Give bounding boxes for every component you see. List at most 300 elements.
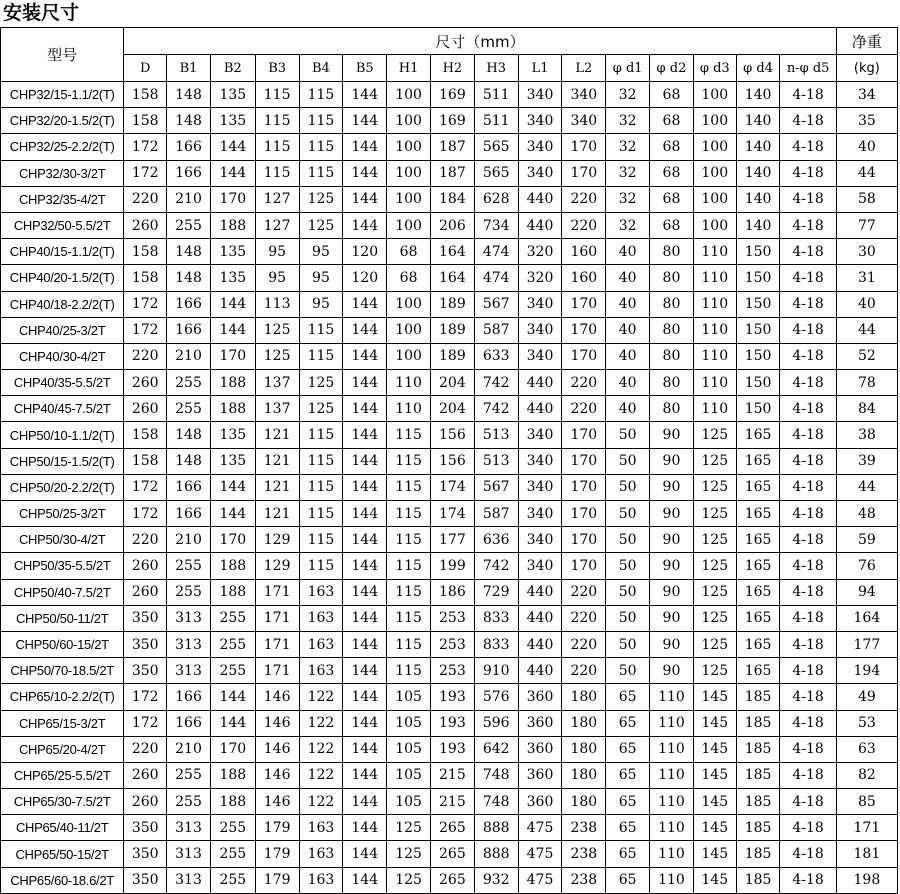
- value-cell: 80: [650, 370, 694, 396]
- value-cell: 188: [210, 762, 255, 788]
- value-cell: 260: [124, 212, 167, 238]
- model-cell: CHP32/30-3/2T: [1, 160, 124, 186]
- value-cell: 4-18: [780, 160, 836, 186]
- value-cell: 30: [836, 239, 897, 265]
- value-cell: 35: [836, 108, 897, 134]
- value-cell: 185: [736, 710, 780, 736]
- value-cell: 65: [606, 736, 650, 762]
- value-cell: 110: [693, 239, 736, 265]
- value-cell: 125: [299, 186, 343, 212]
- column-header: B5: [343, 55, 387, 82]
- value-cell: 177: [430, 527, 474, 553]
- value-cell: 198: [836, 867, 897, 893]
- value-cell: 220: [124, 343, 167, 369]
- value-cell: 255: [210, 658, 255, 684]
- value-cell: 125: [255, 317, 299, 343]
- value-cell: 115: [299, 527, 343, 553]
- value-cell: 122: [299, 762, 343, 788]
- value-cell: 115: [255, 108, 299, 134]
- value-cell: 85: [836, 789, 897, 815]
- value-cell: 4-18: [780, 108, 836, 134]
- value-cell: 189: [430, 317, 474, 343]
- value-cell: 265: [430, 841, 474, 867]
- value-cell: 440: [518, 658, 562, 684]
- model-cell: CHP50/40-7.5/2T: [1, 579, 124, 605]
- value-cell: 145: [693, 867, 736, 893]
- model-cell: CHP40/45-7.5/2T: [1, 396, 124, 422]
- value-cell: 90: [650, 631, 694, 657]
- value-cell: 146: [255, 736, 299, 762]
- model-cell: CHP65/50-15/2T: [1, 841, 124, 867]
- model-cell: CHP40/30-4/2T: [1, 343, 124, 369]
- value-cell: 172: [124, 710, 167, 736]
- value-cell: 171: [255, 579, 299, 605]
- value-cell: 177: [836, 631, 897, 657]
- value-cell: 105: [387, 736, 431, 762]
- value-cell: 440: [518, 579, 562, 605]
- value-cell: 144: [343, 370, 387, 396]
- value-cell: 115: [255, 160, 299, 186]
- value-cell: 100: [387, 212, 431, 238]
- value-cell: 65: [606, 789, 650, 815]
- table-row: [1, 710, 898, 736]
- value-cell: 110: [693, 291, 736, 317]
- value-cell: 158: [124, 239, 167, 265]
- value-cell: 127: [255, 186, 299, 212]
- value-cell: 170: [210, 186, 255, 212]
- value-cell: 125: [299, 370, 343, 396]
- value-cell: 44: [836, 317, 897, 343]
- value-cell: 166: [167, 291, 211, 317]
- value-cell: 748: [474, 789, 518, 815]
- value-cell: 115: [299, 553, 343, 579]
- value-cell: 833: [474, 605, 518, 631]
- column-header: B2: [210, 55, 255, 82]
- value-cell: 100: [387, 343, 431, 369]
- value-cell: 238: [562, 815, 606, 841]
- value-cell: 567: [474, 474, 518, 500]
- value-cell: 170: [562, 553, 606, 579]
- value-cell: 340: [518, 317, 562, 343]
- value-cell: 135: [210, 265, 255, 291]
- value-cell: 340: [518, 343, 562, 369]
- value-cell: 565: [474, 134, 518, 160]
- model-cell: CHP40/18-2.2/2(T): [1, 291, 124, 317]
- value-cell: 163: [299, 605, 343, 631]
- model-header: 型号: [1, 28, 124, 82]
- value-cell: 115: [299, 317, 343, 343]
- value-cell: 734: [474, 212, 518, 238]
- value-cell: 125: [387, 841, 431, 867]
- value-cell: 587: [474, 501, 518, 527]
- value-cell: 144: [343, 815, 387, 841]
- value-cell: 115: [299, 82, 343, 108]
- value-cell: 40: [606, 317, 650, 343]
- value-cell: 164: [430, 265, 474, 291]
- table-row: [1, 789, 898, 815]
- model-cell: CHP50/25-3/2T: [1, 501, 124, 527]
- value-cell: 171: [836, 815, 897, 841]
- value-cell: 910: [474, 658, 518, 684]
- value-cell: 170: [562, 291, 606, 317]
- value-cell: 255: [210, 631, 255, 657]
- value-cell: 144: [343, 658, 387, 684]
- value-cell: 932: [474, 867, 518, 893]
- column-header: B1: [167, 55, 211, 82]
- value-cell: 4-18: [780, 841, 836, 867]
- value-cell: 165: [736, 553, 780, 579]
- value-cell: 50: [606, 579, 650, 605]
- value-cell: 144: [343, 212, 387, 238]
- table-row: [1, 108, 898, 134]
- value-cell: 4-18: [780, 789, 836, 815]
- model-cell: CHP65/20-4/2T: [1, 736, 124, 762]
- value-cell: 78: [836, 370, 897, 396]
- value-cell: 121: [255, 422, 299, 448]
- value-cell: 84: [836, 396, 897, 422]
- value-cell: 110: [693, 265, 736, 291]
- value-cell: 125: [255, 343, 299, 369]
- value-cell: 166: [167, 710, 211, 736]
- value-cell: 260: [124, 579, 167, 605]
- value-cell: 255: [167, 553, 211, 579]
- table-row: [1, 631, 898, 657]
- value-cell: 90: [650, 474, 694, 500]
- value-cell: 145: [693, 841, 736, 867]
- value-cell: 68: [650, 108, 694, 134]
- value-cell: 193: [430, 684, 474, 710]
- value-cell: 50: [606, 631, 650, 657]
- value-cell: 166: [167, 160, 211, 186]
- value-cell: 220: [562, 396, 606, 422]
- value-cell: 100: [387, 108, 431, 134]
- value-cell: 193: [430, 736, 474, 762]
- table-row: [1, 265, 898, 291]
- value-cell: 170: [562, 160, 606, 186]
- model-cell: CHP50/20-2.2/2(T): [1, 474, 124, 500]
- value-cell: 255: [210, 841, 255, 867]
- value-cell: 172: [124, 160, 167, 186]
- value-cell: 350: [124, 605, 167, 631]
- value-cell: 255: [210, 867, 255, 893]
- value-cell: 440: [518, 370, 562, 396]
- value-cell: 144: [343, 684, 387, 710]
- value-cell: 253: [430, 631, 474, 657]
- value-cell: 125: [693, 553, 736, 579]
- value-cell: 170: [562, 474, 606, 500]
- table-row: [1, 317, 898, 343]
- value-cell: 166: [167, 474, 211, 500]
- value-cell: 80: [650, 317, 694, 343]
- value-cell: 144: [343, 160, 387, 186]
- value-cell: 199: [430, 553, 474, 579]
- value-cell: 4-18: [780, 658, 836, 684]
- value-cell: 137: [255, 396, 299, 422]
- model-cell: CHP40/20-1.5/2(T): [1, 265, 124, 291]
- value-cell: 255: [167, 212, 211, 238]
- table-row: [1, 186, 898, 212]
- value-cell: 115: [387, 658, 431, 684]
- value-cell: 115: [299, 134, 343, 160]
- value-cell: 180: [562, 684, 606, 710]
- value-cell: 220: [562, 605, 606, 631]
- value-cell: 169: [430, 108, 474, 134]
- table-body: [1, 82, 898, 894]
- value-cell: 440: [518, 212, 562, 238]
- value-cell: 32: [606, 186, 650, 212]
- value-cell: 165: [736, 527, 780, 553]
- value-cell: 165: [736, 605, 780, 631]
- value-cell: 188: [210, 370, 255, 396]
- value-cell: 642: [474, 736, 518, 762]
- value-cell: 32: [606, 212, 650, 238]
- value-cell: 340: [562, 108, 606, 134]
- value-cell: 4-18: [780, 762, 836, 788]
- value-cell: 115: [299, 448, 343, 474]
- value-cell: 511: [474, 108, 518, 134]
- value-cell: 110: [650, 710, 694, 736]
- value-cell: 125: [693, 422, 736, 448]
- value-cell: 144: [343, 553, 387, 579]
- value-cell: 150: [736, 396, 780, 422]
- column-header: L2: [562, 55, 606, 82]
- value-cell: 4-18: [780, 631, 836, 657]
- value-cell: 120: [343, 265, 387, 291]
- value-cell: 146: [255, 762, 299, 788]
- value-cell: 94: [836, 579, 897, 605]
- value-cell: 115: [387, 448, 431, 474]
- model-cell: CHP32/50-5.5/2T: [1, 212, 124, 238]
- value-cell: 125: [693, 658, 736, 684]
- value-cell: 238: [562, 841, 606, 867]
- value-cell: 170: [562, 501, 606, 527]
- value-cell: 113: [255, 291, 299, 317]
- value-cell: 144: [343, 396, 387, 422]
- value-cell: 193: [430, 710, 474, 736]
- value-cell: 100: [387, 82, 431, 108]
- value-cell: 95: [299, 239, 343, 265]
- value-cell: 265: [430, 867, 474, 893]
- value-cell: 63: [836, 736, 897, 762]
- value-cell: 156: [430, 448, 474, 474]
- value-cell: 100: [387, 160, 431, 186]
- value-cell: 59: [836, 527, 897, 553]
- value-cell: 90: [650, 658, 694, 684]
- value-cell: 115: [299, 474, 343, 500]
- value-cell: 4-18: [780, 736, 836, 762]
- value-cell: 40: [836, 134, 897, 160]
- value-cell: 440: [518, 605, 562, 631]
- value-cell: 140: [736, 82, 780, 108]
- value-cell: 440: [518, 186, 562, 212]
- installation-dimensions-table: [0, 27, 898, 894]
- value-cell: 220: [124, 736, 167, 762]
- value-cell: 320: [518, 239, 562, 265]
- value-cell: 206: [430, 212, 474, 238]
- value-cell: 440: [518, 631, 562, 657]
- value-cell: 188: [210, 579, 255, 605]
- value-cell: 145: [693, 815, 736, 841]
- value-cell: 110: [650, 815, 694, 841]
- value-cell: 144: [343, 317, 387, 343]
- table-row: [1, 762, 898, 788]
- value-cell: 180: [562, 710, 606, 736]
- model-cell: CHP40/35-5.5/2T: [1, 370, 124, 396]
- value-cell: 185: [736, 841, 780, 867]
- value-cell: 34: [836, 82, 897, 108]
- model-cell: CHP50/50-11/2T: [1, 605, 124, 631]
- value-cell: 4-18: [780, 867, 836, 893]
- value-cell: 360: [518, 736, 562, 762]
- value-cell: 40: [606, 396, 650, 422]
- value-cell: 38: [836, 422, 897, 448]
- value-cell: 210: [167, 527, 211, 553]
- value-cell: 170: [210, 527, 255, 553]
- value-cell: 100: [387, 291, 431, 317]
- value-cell: 633: [474, 343, 518, 369]
- value-cell: 144: [210, 474, 255, 500]
- model-cell: CHP50/15-1.5/2(T): [1, 448, 124, 474]
- weight-header: 净重: [836, 28, 897, 55]
- value-cell: 125: [693, 605, 736, 631]
- value-cell: 4-18: [780, 396, 836, 422]
- value-cell: 255: [210, 605, 255, 631]
- value-cell: 165: [736, 631, 780, 657]
- model-cell: CHP32/15-1.1/2(T): [1, 82, 124, 108]
- value-cell: 4-18: [780, 134, 836, 160]
- value-cell: 110: [693, 370, 736, 396]
- value-cell: 210: [167, 186, 211, 212]
- value-cell: 748: [474, 762, 518, 788]
- model-cell: CHP32/35-4/2T: [1, 186, 124, 212]
- value-cell: 110: [650, 867, 694, 893]
- table-row: [1, 684, 898, 710]
- value-cell: 110: [650, 789, 694, 815]
- value-cell: 115: [387, 501, 431, 527]
- model-cell: CHP40/15-1.1/2(T): [1, 239, 124, 265]
- value-cell: 95: [255, 265, 299, 291]
- value-cell: 68: [650, 160, 694, 186]
- value-cell: 145: [693, 762, 736, 788]
- value-cell: 475: [518, 841, 562, 867]
- model-cell: CHP32/25-2.2/2(T): [1, 134, 124, 160]
- value-cell: 313: [167, 815, 211, 841]
- table-row: [1, 448, 898, 474]
- model-cell: CHP50/70-18.5/2T: [1, 658, 124, 684]
- value-cell: 4-18: [780, 527, 836, 553]
- value-cell: 40: [606, 239, 650, 265]
- value-cell: 4-18: [780, 710, 836, 736]
- value-cell: 125: [387, 867, 431, 893]
- value-cell: 95: [255, 239, 299, 265]
- value-cell: 50: [606, 474, 650, 500]
- value-cell: 150: [736, 239, 780, 265]
- value-cell: 185: [736, 789, 780, 815]
- value-cell: 115: [299, 108, 343, 134]
- value-cell: 255: [167, 370, 211, 396]
- value-cell: 360: [518, 789, 562, 815]
- value-cell: 68: [650, 186, 694, 212]
- model-cell: CHP50/35-5.5/2T: [1, 553, 124, 579]
- value-cell: 100: [387, 134, 431, 160]
- value-cell: 4-18: [780, 815, 836, 841]
- value-cell: 105: [387, 789, 431, 815]
- value-cell: 100: [693, 82, 736, 108]
- table-row: [1, 291, 898, 317]
- value-cell: 100: [693, 160, 736, 186]
- value-cell: 179: [255, 867, 299, 893]
- column-header: n-φ d5: [780, 55, 836, 82]
- value-cell: 158: [124, 108, 167, 134]
- value-cell: 80: [650, 239, 694, 265]
- value-cell: 350: [124, 815, 167, 841]
- value-cell: 32: [606, 134, 650, 160]
- value-cell: 4-18: [780, 186, 836, 212]
- value-cell: 742: [474, 370, 518, 396]
- value-cell: 115: [387, 553, 431, 579]
- value-cell: 4-18: [780, 212, 836, 238]
- table-row: [1, 867, 898, 893]
- value-cell: 68: [650, 82, 694, 108]
- value-cell: 144: [210, 134, 255, 160]
- value-cell: 210: [167, 736, 211, 762]
- value-cell: 220: [562, 579, 606, 605]
- value-cell: 313: [167, 631, 211, 657]
- value-cell: 115: [299, 501, 343, 527]
- value-cell: 253: [430, 605, 474, 631]
- value-cell: 220: [562, 658, 606, 684]
- value-cell: 40: [606, 265, 650, 291]
- value-cell: 340: [518, 160, 562, 186]
- value-cell: 513: [474, 422, 518, 448]
- value-cell: 160: [562, 239, 606, 265]
- value-cell: 144: [343, 789, 387, 815]
- value-cell: 220: [124, 186, 167, 212]
- value-cell: 220: [562, 186, 606, 212]
- value-cell: 185: [736, 736, 780, 762]
- value-cell: 121: [255, 448, 299, 474]
- value-cell: 313: [167, 658, 211, 684]
- header-row-1: [1, 28, 898, 55]
- value-cell: 186: [430, 579, 474, 605]
- value-cell: 144: [210, 317, 255, 343]
- value-cell: 172: [124, 501, 167, 527]
- value-cell: 68: [650, 134, 694, 160]
- value-cell: 185: [736, 684, 780, 710]
- value-cell: 215: [430, 762, 474, 788]
- value-cell: 144: [343, 605, 387, 631]
- value-cell: 255: [167, 396, 211, 422]
- value-cell: 160: [562, 265, 606, 291]
- value-cell: 4-18: [780, 684, 836, 710]
- value-cell: 4-18: [780, 422, 836, 448]
- value-cell: 474: [474, 239, 518, 265]
- size-header: 尺寸（mm）: [124, 28, 836, 55]
- value-cell: 90: [650, 448, 694, 474]
- value-cell: 105: [387, 710, 431, 736]
- value-cell: 189: [430, 291, 474, 317]
- value-cell: 144: [343, 527, 387, 553]
- value-cell: 90: [650, 422, 694, 448]
- value-cell: 100: [387, 186, 431, 212]
- value-cell: 513: [474, 448, 518, 474]
- value-cell: 65: [606, 867, 650, 893]
- value-cell: 144: [343, 867, 387, 893]
- value-cell: 148: [167, 82, 211, 108]
- value-cell: 350: [124, 867, 167, 893]
- value-cell: 125: [387, 815, 431, 841]
- value-cell: 4-18: [780, 343, 836, 369]
